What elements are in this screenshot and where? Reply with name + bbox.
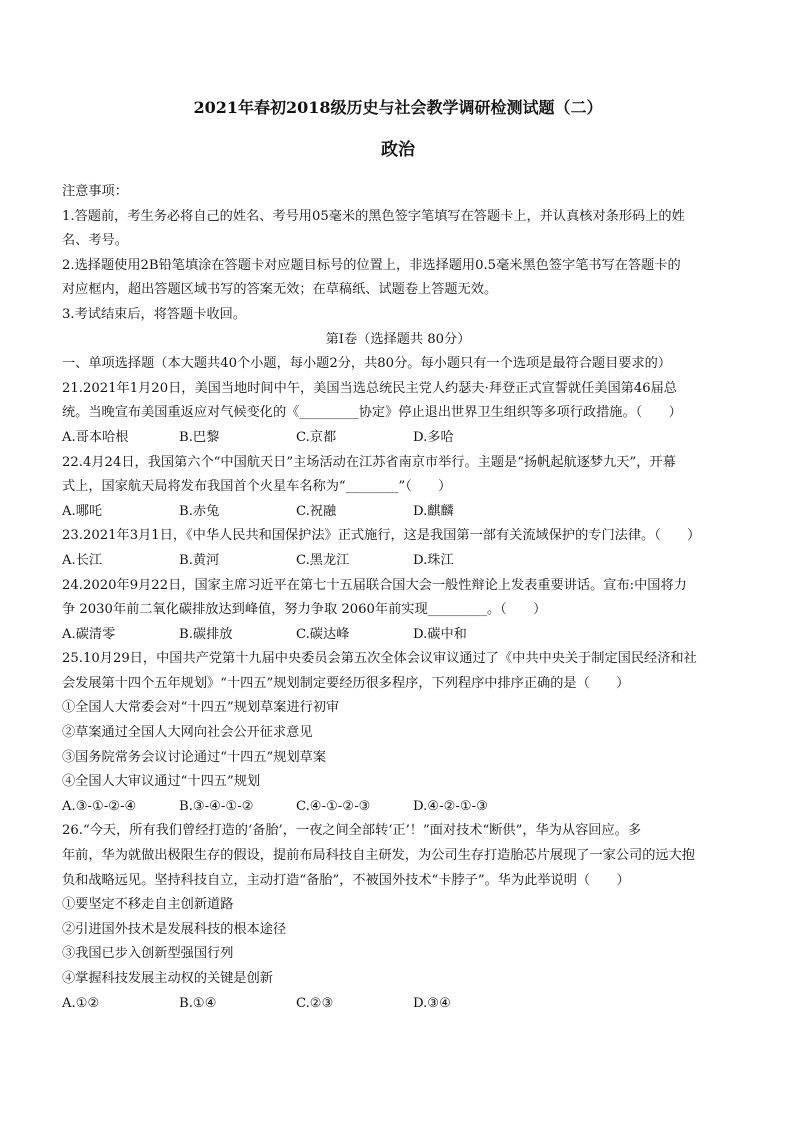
text-line: 21.2021年1月20日，美国当地时间中午，美国当选总统民主党人约瑟夫·拜登正式宣誓就任美国第46届总 xyxy=(62,380,677,396)
exam-body xyxy=(62,180,734,1016)
answer-option: D.麒麟 xyxy=(413,503,454,519)
text-line: 会发展第十四个五年规划》“十四五”规划制定要经历很多程序，下列程序中排序正确的是（ ） xyxy=(62,675,630,691)
answer-option: D.③④ xyxy=(413,995,451,1011)
answer-options xyxy=(62,795,734,820)
text-line: 名、考号。 xyxy=(62,233,128,249)
text-line: 2.选择题使用2B铅笔填涂在答题卡对应题目标号的位置上，非选择题用0.5毫米黑色签字笔书写在答题卡的 xyxy=(62,257,681,273)
answer-options xyxy=(62,549,734,574)
text-line: ④掌握科技发展主动权的关键是创新 xyxy=(62,971,273,986)
text-line: 26.“今天，所有我们曾经打造的‘备胎’，一夜之间全部转‘正’！”面对技术“断供”，华为从容回应。多 xyxy=(62,823,642,839)
text-line: ①全国人大常委会对“十四五”规划草案进行初审 xyxy=(62,700,340,716)
answer-option: C.京都 xyxy=(296,429,337,445)
answer-option: B.巴黎 xyxy=(179,429,220,445)
answer-option: C.碳达峰 xyxy=(296,626,350,642)
answer-option: A.长江 xyxy=(62,552,103,568)
section-heading: 第Ⅰ卷（选择题共 80分） xyxy=(325,331,471,347)
text-line: 负和战略远见。坚持科技自立，主动打造“备胎”，不被国外技术“卡脖子”。华为此举说明（ ） xyxy=(62,872,630,888)
text-line: ④全国人大审议通过“十四五”规划 xyxy=(62,774,261,790)
text-line: 式上，国家航天局将发布我国首个火星车名称为“________”（ ） xyxy=(62,479,452,495)
subject-title: 政治 xyxy=(381,140,415,160)
text-line: 24.2020年9月22日，国家主席习近平在第七十五届联合国大会一般性辩论上发表重要讲话。宣布:中国将力 xyxy=(62,577,687,593)
answer-option: A.哪吒 xyxy=(62,503,103,519)
answer-option: A.哥本哈根 xyxy=(62,429,129,445)
text-line: 1.答题前，考生务必将自己的姓名、考号用05毫米的黑色签字笔填写在答题卡上，并认真核对条形码上的姓 xyxy=(62,208,685,224)
answer-option: A.③-①-②-④ xyxy=(62,798,137,814)
text-line: 争 2030年前二氧化碳排放达到峰值，努力争取 2060年前实现_________。（ ） xyxy=(62,602,547,618)
answer-option: D.④-②-①-③ xyxy=(413,798,488,814)
text-line: ①要坚定不移走自主创新道路 xyxy=(62,897,234,913)
answer-option: C.祝融 xyxy=(296,503,337,519)
text-line: 年前，华为就做出极限生存的假设，提前布局科技自主研发，为公司生存打造胎芯片展现了一家公司的远大抱 xyxy=(62,848,695,864)
text-line: 22.4月24日，我国第六个“中国航天日”主场活动在江苏省南京市举行。主题是“扬帆起航逐梦九天”，开幕 xyxy=(62,454,676,470)
answer-options xyxy=(62,500,734,525)
text-line: 一、单项选择题（本大题共40个小题，每小题2分，共80分。每小题只有一个选项是最符合题目要求的） xyxy=(62,356,672,372)
text-line: 3.考试结束后，将答题卡收回。 xyxy=(62,306,247,322)
text-line: 注意事项： xyxy=(62,184,128,199)
answer-option: C.②③ xyxy=(296,995,334,1011)
answer-option: C.黑龙江 xyxy=(296,552,350,568)
text-line: 23.2021年3月1日，《中华人民共和国保护法》正式施行，这是我国第一部有关流域保护的专门法律。（ ） xyxy=(62,528,701,544)
answer-options xyxy=(62,426,734,451)
text-line: ③我国已步入创新型强国行列 xyxy=(62,946,234,962)
text-line: ②草案通过全国人大网向社会公开征求意见 xyxy=(62,725,313,741)
text-line: 统。当晚宣布美国重返应对气候变化的《_________协定》停止退出世界卫生组织等多项行政措施。（ ） xyxy=(62,405,682,421)
answer-option: C.④-①-②-③ xyxy=(296,798,371,814)
answer-option: A.①② xyxy=(62,995,100,1011)
answer-option: D.珠江 xyxy=(413,552,454,568)
answer-option: B.碳排放 xyxy=(179,626,233,642)
answer-options xyxy=(62,623,734,648)
answer-option: D.多哈 xyxy=(413,429,454,445)
answer-option: A.碳清零 xyxy=(62,626,116,642)
answer-option: D.碳中和 xyxy=(413,626,467,642)
answer-option: B.赤兔 xyxy=(179,503,220,519)
text-line: 25.10月29日，中国共产党第十九届中央委员会第五次全体会议审议通过了《中共中央关于制定国民经济和社 xyxy=(62,651,697,667)
exam-page xyxy=(62,96,734,1016)
text-line: 对应框内，超出答题区域书写的答案无效；在草稿纸、试题卷上答题无效。 xyxy=(62,282,498,298)
exam-title: 2021年春初2018级历史与社会教学调研检测试题（二） xyxy=(193,98,603,117)
text-line: ②引进国外技术是发展科技的根本途径 xyxy=(62,921,287,937)
answer-option: B.①④ xyxy=(179,995,217,1011)
text-line: ③国务院常务会议讨论通过“十四五”规划草案 xyxy=(62,749,327,765)
answer-option: B.黄河 xyxy=(179,552,220,568)
answer-options xyxy=(62,992,734,1017)
answer-option: B.③-④-①-② xyxy=(179,798,254,814)
